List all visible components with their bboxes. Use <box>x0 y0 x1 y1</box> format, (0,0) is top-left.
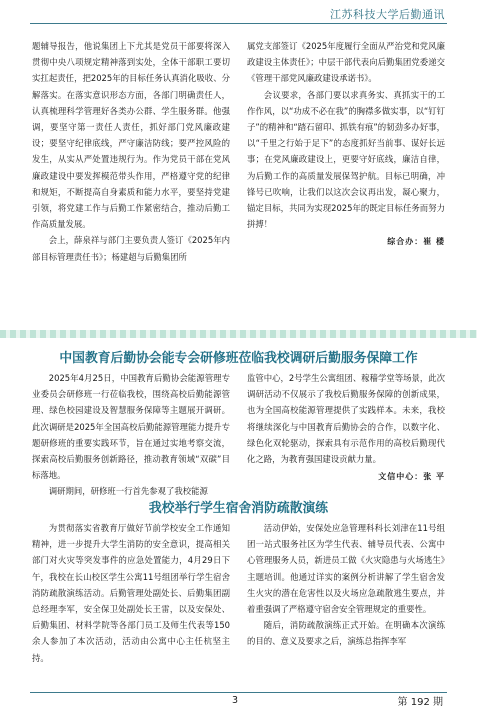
paragraph: 活动伊始，安保处应急管理科科长刘津在11号组团一站式服务社区为学生代表、辅导员代表、公寓中心管理服务人员，新进员工做《火灾隐患与火场逃生》主题培训。他通过详实的案例分析讲解了学生宿舍发生火灾的潜在危害性以及火场应急疏散逃生要点，并着重强调了严格遵守宿舍安全管理规定的重要性。 <box>247 523 445 615</box>
paragraph: 为贯彻落实省教育厅做好节前学校安全工作通知精神，进一步提升大学生消防的安全意识，提高相关部门对火灾等突发事件的应急处置能力，4月29日下午，我校在长山校区学生公寓11号组团举行学生宿舍消防疏散演练活动。后勤管理处副处长、后勤集团副总经理李军，安全保卫处副处长王雷，以及安保处、后勤集团、材料学院等各部门员工及师生代表等150余人参加了本次活动，活动由公寓中心主任杭坚主持。 <box>32 523 230 663</box>
header-title: 江苏科技大学后勤通讯 <box>330 8 445 21</box>
article1-left-column <box>32 38 230 265</box>
footer-divider <box>30 692 447 693</box>
article1-right-column <box>247 38 445 265</box>
article3-body <box>32 520 445 666</box>
paragraph: 会议要求，各部门要以求真务实、真抓实干的工作作风，以“功成不必在我”的胸襟多做实事，以“钉钉子”的精神和“踏石留印、抓铁有痕”的韧劲多办好事，以“千里之行始于足下”的态度抓好当前事、谋好长远事；在党风廉政建设上，更要守好底线，廉洁自律，为后勤工作的高质量发展保驾护航。目标已明确，冲锋号已吹响，让我们以这次会议再出发，凝心聚力，锚定目标，共同为实现2025年的既定目标任务而努力拼搏！ <box>247 89 445 230</box>
article-continuation <box>32 38 445 265</box>
paragraph: 随后，消防疏散演练正式开始。在明确本次演练的目的、意义及要求之后，演练总指挥李军 <box>247 620 445 647</box>
article3-headline: 我校举行学生宿舍消防疏散演练 <box>148 501 329 516</box>
paragraph: 监管中心，2号学生公寓组团、稼穑学堂等场景，此次调研活动不仅展示了我校后勤服务保障的创新成果，也为全国高校能源管理提供了实践样本。未来，我校将继续深化与中国教育后勤协会的合作，以数字化、绿色化双轮驱动，探索具有示范作用的高校后勤现代化之路，为教育强国建设贡献力量。 <box>247 373 445 465</box>
paragraph: 调研期间，研修班一行首先参观了我校能源 <box>48 486 208 497</box>
decorative-band <box>0 330 477 338</box>
page-number: 3 <box>232 695 239 706</box>
author-signature: 文信中心：张 平 <box>378 472 445 482</box>
author-signature: 综合办：崔 楼 <box>387 237 445 247</box>
article2-left-column <box>32 370 230 500</box>
article2-headline: 中国教育后勤协会能专会研修班莅临我校调研后勤服务保障工作 <box>59 351 418 366</box>
paragraph: 属党支部签订《2025年度履行全面从严治党和党风廉政建设主体责任》；中层干部代表向后勤集团党委递交《管理干部党风廉政建设承诺书》。 <box>247 41 445 84</box>
paragraph: 2025年4月25日，中国教育后勤协会能源管理专业委员会研修班一行莅临我校，围绕高校后勤能源管理、绿色校园建设及智慧服务保障等主题展开调研。此次调研是2025年全国高校后勤能源管理能力提升专题研修班的重要实践环节，旨在通过实地考察交流，探索高校后勤服务创新路径，推动教育领域“双碳”目标落地。 <box>32 373 230 481</box>
paragraph: 会上，薛泉祥与部门主要负责人签订《2025年内部目标管理责任书》；杨建超与后勤集团所 <box>32 235 230 262</box>
article2-body <box>32 370 445 500</box>
header-divider <box>30 23 447 24</box>
article3-left-column <box>32 520 230 666</box>
paragraph: 题辅导报告，他说集团上下尤其是党员干部要将深入贯彻中央八项规定精神落到实处，全体干部职工要切实扛起责任，把2025年的目标任务认真消化吸收、分解落实。在落实意识形态方面，各部门明确责任人，认真梳理科学管理好各类办公群、学生服务群。他强调，要坚守第一责任人责任，抓好部门党风廉政建设；要坚守纪律底线，严守廉洁防线；要严控风险的发生，从实从严处置违规行为。作为党员干部在党风廉政建设中要发挥模范带头作用，严格遵守党的纪律和规矩，不断提高自身素质和能力水平，要坚持党建引领，将党建工作与后勤工作紧密结合，推动后勤工作高质量发展。 <box>32 41 230 230</box>
article2-right-column <box>247 370 445 500</box>
article3-right-column <box>247 520 445 666</box>
issue-number: 第 192 期 <box>397 697 443 708</box>
